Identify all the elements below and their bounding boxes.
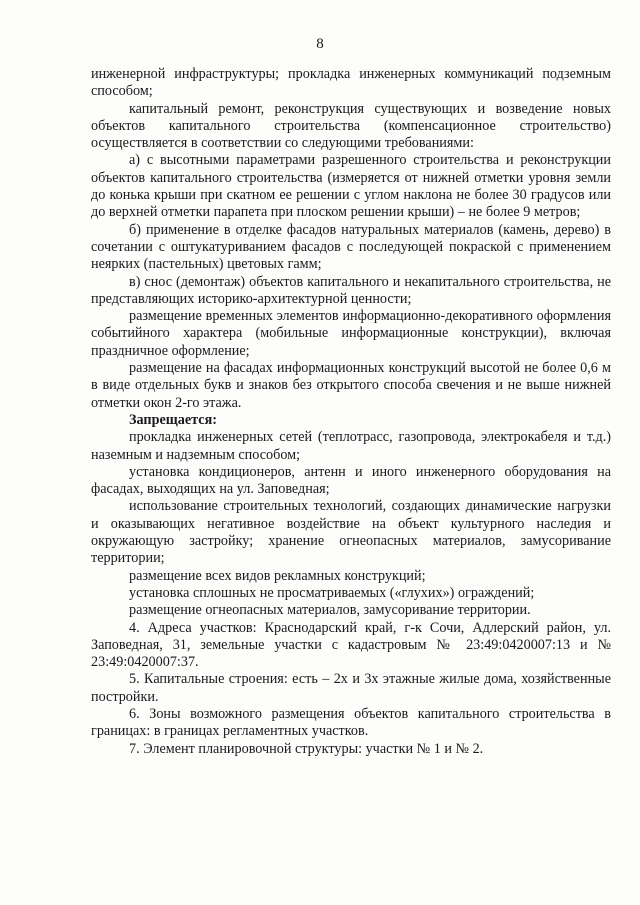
paragraph: а) с высотными параметрами разрешенного строительства и реконструкции объектов капитального строительства (измеряется от нижней отметки уровня земли до конька крыши при скатном ее решении с углом наклона не более 30 градусов или до верхней отметки парапета при плоском решении крыши) – не более 9 метров;	[91, 152, 611, 221]
paragraph: установка сплошных не просматриваемых («глухих») ограждений;	[129, 584, 535, 601]
paragraph: размещение огнеопасных материалов, замусоривание территории.	[129, 602, 531, 619]
paragraph: размещение временных элементов информационно-декоративного оформления событийного характера (мобильные информационные конструкции), включая праздничное оформление;	[91, 308, 611, 359]
document-body	[91, 66, 611, 758]
paragraph: 4. Адреса участков: Краснодарский край, г-к Сочи, Адлерский район, ул. Заповедная, 31, земельные участки с кадастровым № 23:49:0420007:13 и № 23:49:0420007:37.	[91, 619, 611, 671]
paragraph: 6. Зоны возможного размещения объектов капитального строительства в границах: в границах регламентных участков.	[91, 705, 611, 740]
paragraph: прокладка инженерных сетей (теплотрасс, газопровода, электрокабеля и т.д.) наземным и надземным способом;	[91, 429, 611, 463]
paragraph: размещение всех видов рекламных конструкций;	[129, 567, 426, 584]
paragraph: б) применение в отделке фасадов натуральных материалов (камень, дерево) в сочетании с оштукатуриванием фасадов с последующей покраской с применением неярких (пастельных) цветовых гамм;	[91, 221, 611, 273]
paragraph: 7. Элемент планировочной структуры: участки № 1 и № 2.	[129, 740, 484, 757]
section-heading: Запрещается:	[129, 411, 217, 428]
paragraph: размещение на фасадах информационных конструкций высотой не более 0,6 м в виде отдельных букв и знаков без открытого способа свечения и не выше нижней отметки окон 2-го этажа.	[91, 360, 611, 411]
paragraph: 5. Капитальные строения: есть – 2х и 3х этажные жилые дома, хозяйственные постройки.	[91, 671, 611, 705]
paragraph: в) снос (демонтаж) объектов капитального и некапитального строительства, не представляющих историко-архитектурной ценности;	[91, 273, 611, 307]
paragraph: инженерной инфраструктуры; прокладка инженерных коммуникаций подземным способом;	[91, 66, 611, 100]
paragraph: установка кондиционеров, антенн и иного инженерного оборудования на фасадах, выходящих на ул. Заповедная;	[91, 463, 611, 498]
page-number: 8	[316, 36, 324, 52]
paragraph: использование строительных технологий, создающих динамические нагрузки и оказывающих негативное воздействие на объект культурного наследия и окружающую застройку; хранение огнеопасных материалов, замусоривание территории;	[91, 498, 611, 567]
paragraph: капитальный ремонт, реконструкция существующих и возведение новых объектов капитального строительства (компенсационное строительство) осуществляется в соответствии со следующими требованиями:	[91, 100, 611, 152]
